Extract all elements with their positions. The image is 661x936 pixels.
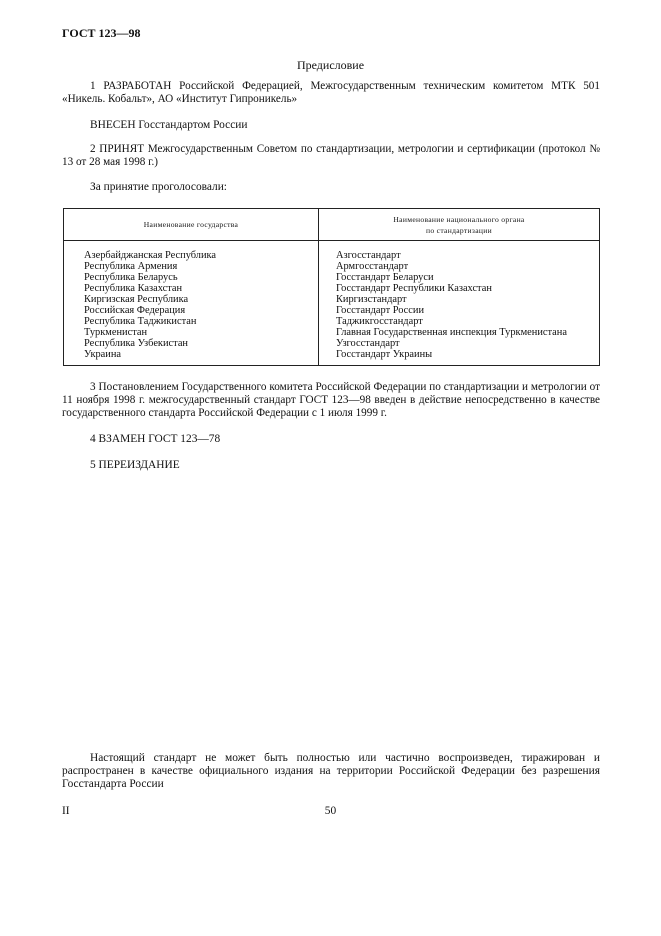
list-item: Киргизская Республика (84, 294, 189, 305)
list-item: Республика Казахстан (84, 283, 183, 294)
list-item: Узгосстандарт (336, 338, 400, 349)
voting-table (63, 208, 600, 366)
page-number: 50 (324, 805, 337, 817)
list-item: Госстандарт России (336, 305, 425, 316)
list-item: Азербайджанская Республика (84, 250, 217, 261)
copyright-notice: Настоящий стандарт не может быть полностью или частично воспроизведен, тиражирован и распространен в качестве официального издания на территории Российской Федерации без разрешения Госстандарта России (62, 752, 600, 790)
list-item: Республика Беларусь (84, 272, 178, 283)
list-item: Российская Федерация (84, 305, 186, 316)
list-item: Таджикгосстандарт (336, 316, 423, 327)
list-item: Украина (84, 349, 122, 360)
list-item: Госстандарт Республики Казахстан (336, 283, 492, 294)
list-item: Главная Государственная инспекция Туркменистана (336, 327, 567, 338)
table-body-row (64, 241, 600, 366)
paragraph-replaces: 4 ВЗАМЕН ГОСТ 123—78 (90, 433, 221, 445)
paragraph-reissue: 5 ПЕРЕИЗДАНИЕ (90, 459, 180, 471)
list-item: Армгосстандарт (336, 261, 409, 272)
state-list (64, 241, 319, 366)
list-item: Республика Таджикистан (84, 316, 197, 327)
paragraph-resolution: 3 Постановлением Государственного комитета Российской Федерации по стандартизации и метрологии от 11 ноября 1998 г. межгосударственный стандарт ГОСТ 123—98 введен в действие непосредственно в качестве государственного стандарта Российской Федерации с 1 июля 1999 г. (62, 381, 600, 419)
document-id-header: ГОСТ 123—98 (62, 26, 141, 40)
list-item: Госстандарт Украины (336, 349, 433, 360)
body-list (319, 241, 600, 366)
list-item: Туркменистан (84, 327, 148, 338)
roman-page-marker: II (62, 805, 70, 817)
paragraph-developed: 1 РАЗРАБОТАН Российской Федерацией, Межгосударственным техническим комитетом МТК 501 «Никель. Кобальт», АО «Институт Гипроникель» (62, 80, 600, 105)
paragraph-adopted: 2 ПРИНЯТ Межгосударственным Советом по стандартизации, метрологии и сертификации (протокол № 13 от 28 мая 1998 г.) (62, 143, 600, 168)
list-item: Киргизстандарт (336, 294, 407, 305)
list-item: Госстандарт Беларуси (336, 272, 434, 283)
section-title: Предисловие (296, 58, 365, 72)
list-item: Азгосстандарт (336, 250, 401, 261)
list-item: Республика Узбекистан (84, 338, 188, 349)
list-item: Республика Армения (84, 261, 178, 272)
table-header-body: Наименование национального органа по стандартизации (319, 209, 600, 241)
paragraph-introduced: ВНЕСЕН Госстандартом России (90, 119, 248, 131)
paragraph-voted: За принятие проголосовали: (90, 181, 227, 193)
table-header-state: Наименование государства (64, 209, 319, 241)
